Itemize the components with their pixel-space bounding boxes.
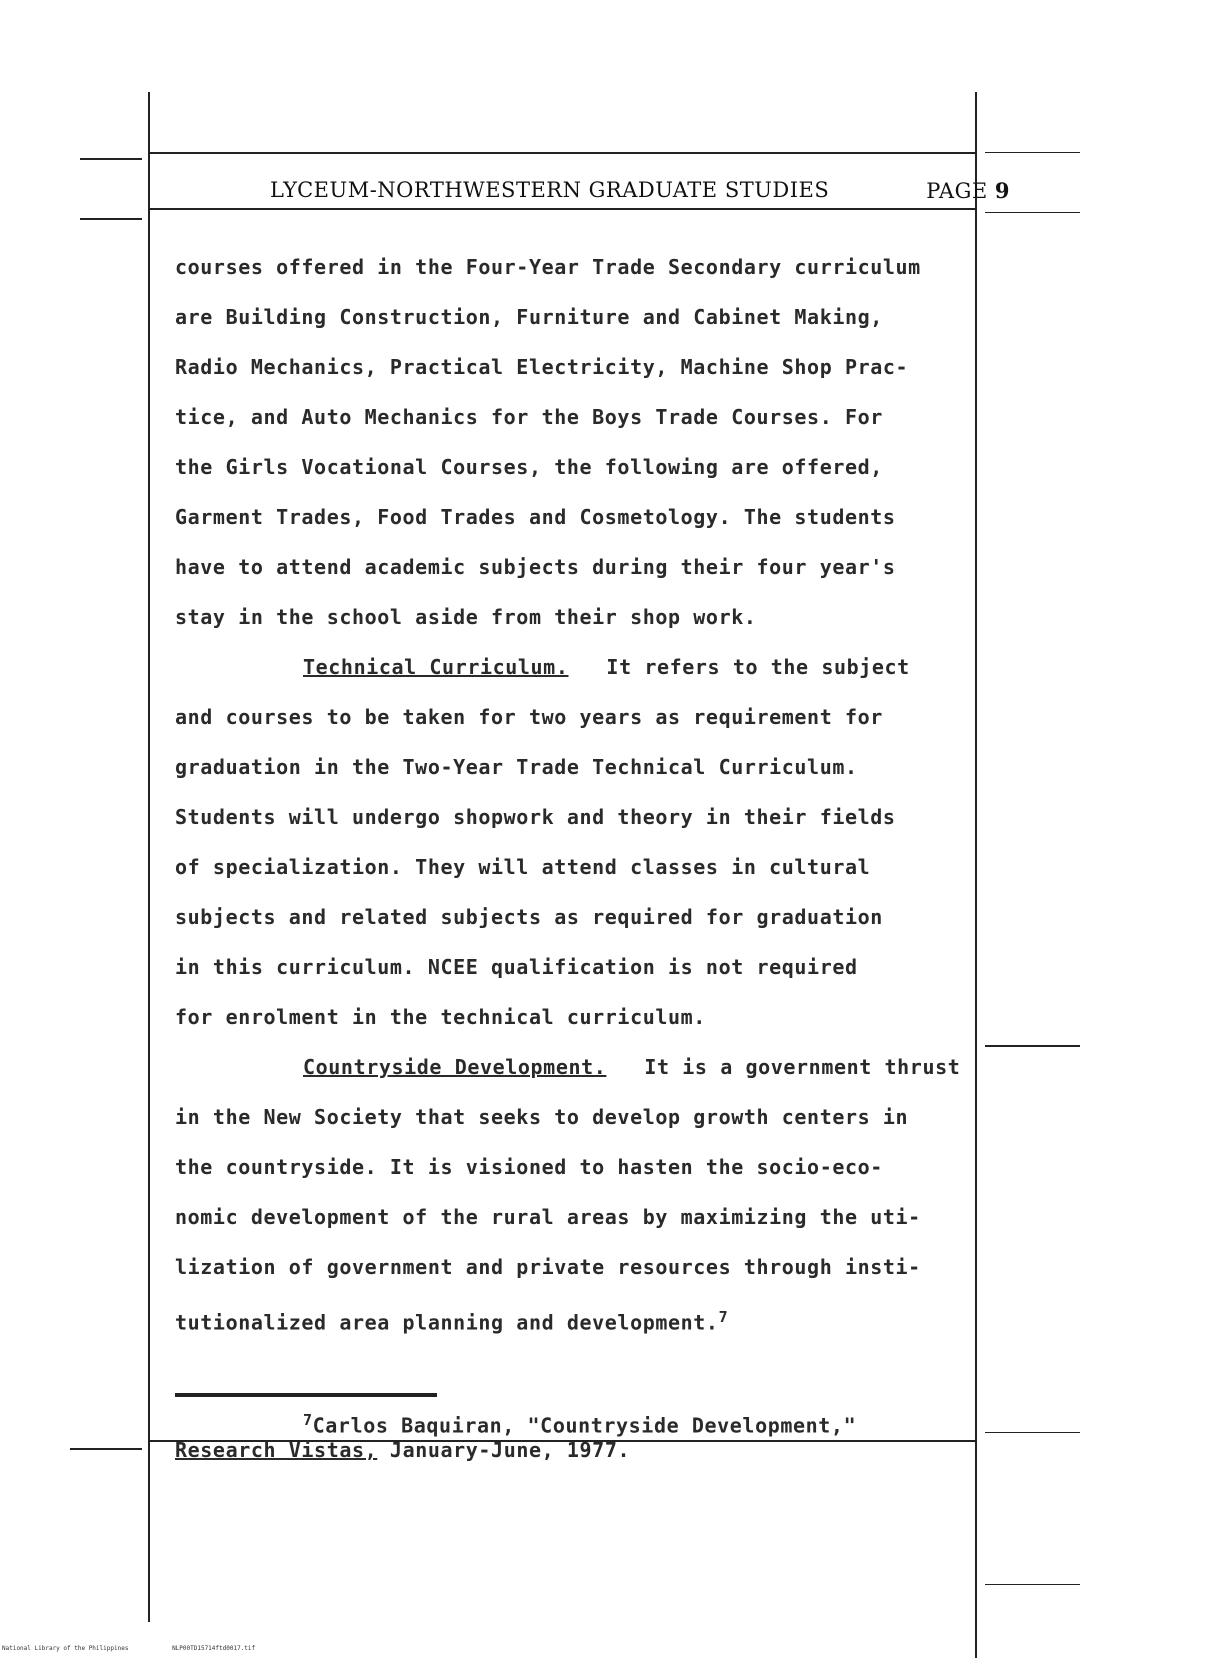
text-line: have to attend academic subjects during their four year's bbox=[175, 555, 896, 579]
running-header bbox=[270, 178, 1010, 208]
caption-file: NLP00TD15714ftd0017.tif bbox=[172, 1645, 256, 1652]
text-span: tutionalized area planning and development. bbox=[175, 1310, 719, 1335]
scan-caption bbox=[2, 1645, 295, 1652]
text-span: January-June, 1977. bbox=[389, 1438, 631, 1462]
margin-mark-right-2 bbox=[985, 212, 1080, 213]
header-bottom-rule bbox=[148, 208, 977, 210]
text-line: lization of government and private resources through insti- bbox=[175, 1255, 921, 1279]
footnote-reference: 7 bbox=[718, 1308, 729, 1326]
footnote-number: 7 bbox=[303, 1411, 313, 1429]
text-line: the countryside. It is visioned to hasten the socio-eco- bbox=[175, 1155, 883, 1179]
text-span bbox=[619, 1055, 644, 1079]
text-line: for enrolment in the technical curriculum. bbox=[175, 1005, 706, 1029]
margin-mark-right-1 bbox=[985, 152, 1080, 153]
footnote-rule bbox=[175, 1393, 437, 1397]
footnote-line-1 bbox=[175, 1405, 1055, 1438]
text-line: courses offered in the Four-Year Trade Secondary curriculum bbox=[175, 255, 921, 279]
text-line: in the New Society that seeks to develop growth centers in bbox=[175, 1105, 909, 1129]
text-span: It refers to the subject bbox=[606, 655, 910, 679]
footnote-source: Research Vistas, bbox=[175, 1438, 378, 1462]
countryside-paragraph-start bbox=[175, 1042, 1055, 1092]
text-span bbox=[581, 655, 606, 679]
footnote bbox=[175, 1405, 1055, 1465]
text-span: Carlos Baquiran, "Countryside Development," bbox=[312, 1413, 857, 1438]
page-label: PAGE bbox=[926, 179, 988, 203]
technical-curriculum-paragraph-start bbox=[175, 642, 1055, 692]
text-line: in this curriculum. NCEE qualification is not required bbox=[175, 955, 858, 979]
text-line: tice, and Auto Mechanics for the Boys Trade Courses. For bbox=[175, 405, 883, 429]
text-line: stay in the school aside from their shop work. bbox=[175, 605, 757, 629]
text-line: subjects and related subjects as required for graduation bbox=[175, 905, 883, 929]
margin-mark-right-4 bbox=[985, 1584, 1080, 1585]
text-line: of specialization. They will attend classes in cultural bbox=[175, 855, 871, 879]
text-line: and courses to be taken for two years as requirement for bbox=[175, 705, 883, 729]
header-title: LYCEUM-NORTHWESTERN GRADUATE STUDIES bbox=[270, 178, 830, 202]
text-line: graduation in the Two-Year Trade Technical Curriculum. bbox=[175, 755, 858, 779]
countryside-development-heading: Countryside Development. bbox=[303, 1055, 607, 1079]
text-line: Radio Mechanics, Practical Electricity, Machine Shop Prac- bbox=[175, 355, 909, 379]
page-number: 9 bbox=[994, 178, 1010, 203]
text-line bbox=[175, 1292, 1055, 1342]
header-top-rule bbox=[148, 152, 977, 154]
header-page bbox=[926, 178, 1010, 203]
technical-curriculum-heading: Technical Curriculum. bbox=[303, 655, 569, 679]
text-line: the Girls Vocational Courses, the following are offered, bbox=[175, 455, 883, 479]
text-line: are Building Construction, Furniture and Cabinet Making, bbox=[175, 305, 883, 329]
margin-mark-left-3 bbox=[70, 1448, 142, 1450]
caption-library: National Library of the Philippines bbox=[2, 1645, 129, 1652]
body-text bbox=[175, 242, 1055, 1342]
left-border-line bbox=[148, 92, 150, 1622]
text-span: It is a government thrust bbox=[644, 1055, 961, 1079]
text-line: Students will undergo shopwork and theory in their fields bbox=[175, 805, 896, 829]
footnote-line-2 bbox=[175, 1435, 1055, 1465]
margin-mark-left-1 bbox=[80, 158, 142, 160]
text-line: Garment Trades, Food Trades and Cosmetology. The students bbox=[175, 505, 896, 529]
margin-mark-left-2 bbox=[80, 218, 142, 220]
text-line: nomic development of the rural areas by maximizing the uti- bbox=[175, 1205, 921, 1229]
